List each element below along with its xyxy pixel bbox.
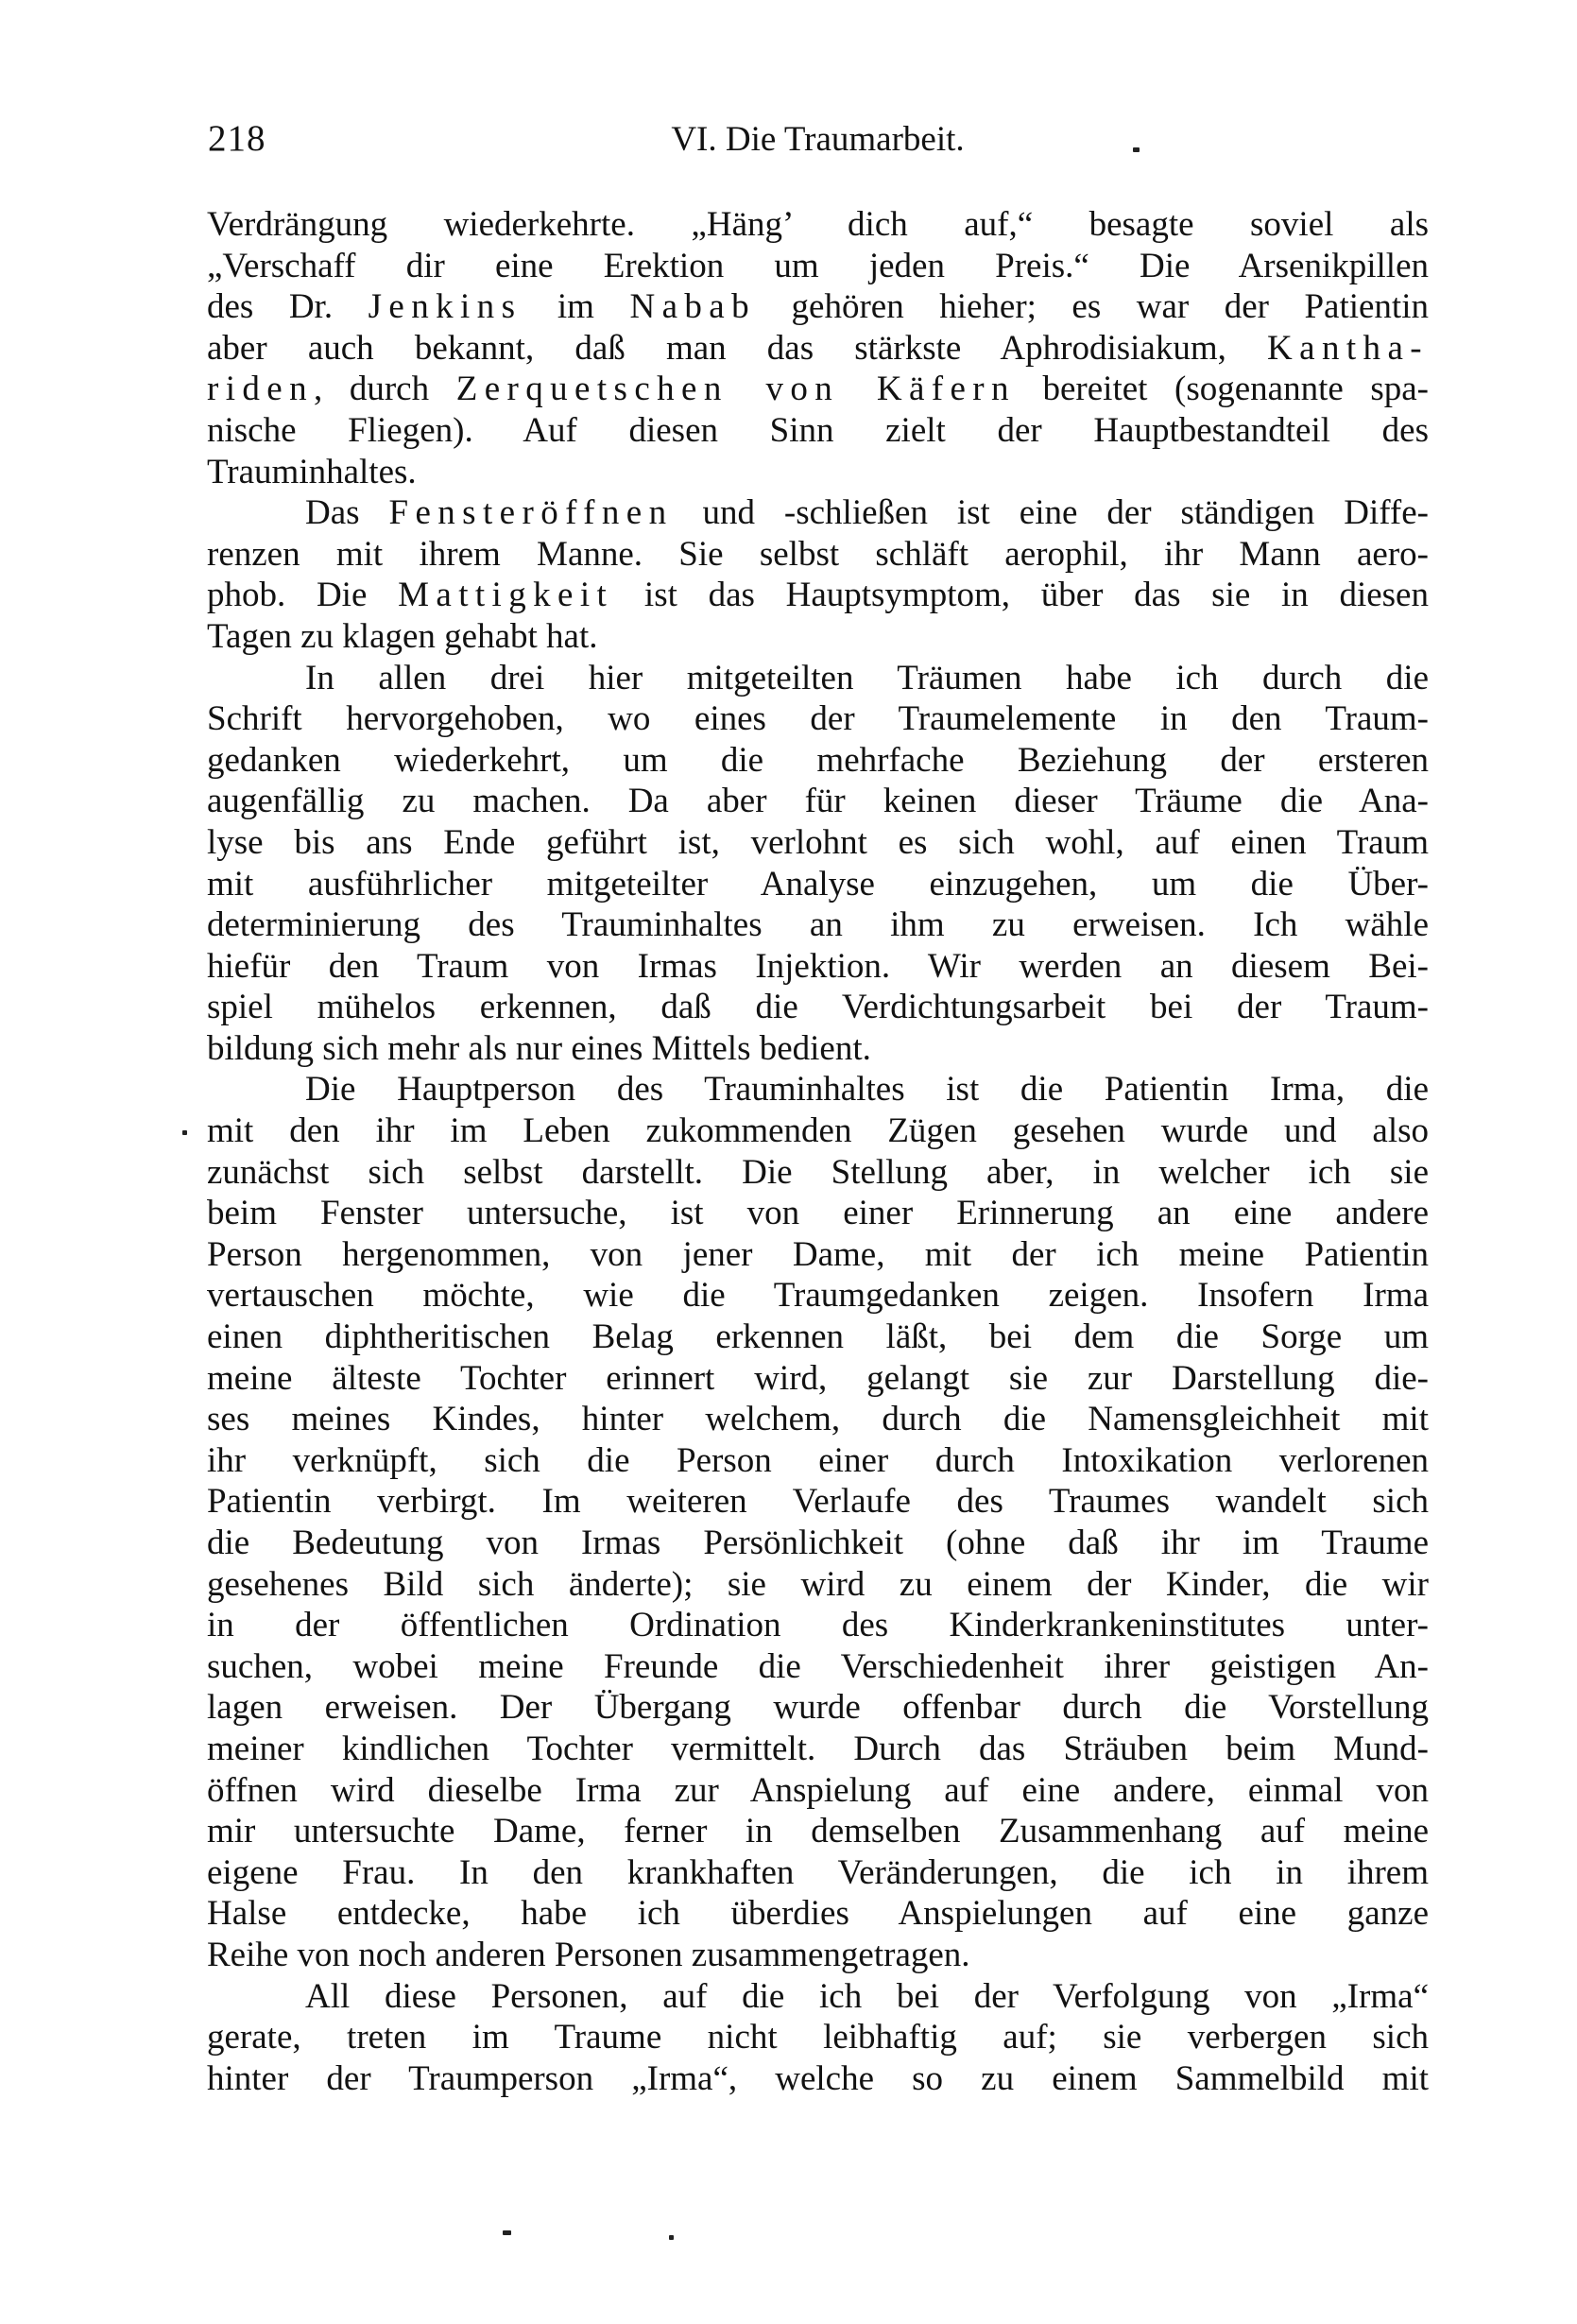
text-line — [207, 1317, 1429, 1358]
text-line — [207, 1646, 1429, 1688]
text-line — [207, 204, 1429, 246]
text-line — [207, 1028, 1429, 1070]
text-segment: ist das Hauptsymptom, über das sie in diesen — [613, 576, 1429, 615]
text-line — [207, 1605, 1429, 1646]
text-line — [207, 1275, 1429, 1317]
text-line — [207, 492, 1429, 534]
text-segment: aber auch bekannt, daß man das stärkste Aphrodisiakum, — [207, 328, 1268, 368]
text-line — [207, 616, 1429, 658]
scan-speck — [1133, 147, 1140, 152]
scan-speck — [503, 2230, 511, 2235]
text-segment: In allen drei hier mitgeteilten Träumen habe ich durch die — [305, 658, 1429, 697]
text-line — [207, 246, 1429, 287]
text-line — [207, 286, 1429, 328]
text-line — [207, 1687, 1429, 1729]
text-segment: bereitet (sogenannte spa- — [1015, 370, 1429, 409]
text-line — [207, 1523, 1429, 1564]
text-segment: einen diphtheritischen Belag erkennen läßt, bei dem die Sorge um — [207, 1317, 1429, 1357]
body-text — [207, 204, 1429, 2099]
text-line — [207, 1110, 1429, 1152]
text-segment: eigene Frau. In den krankhaften Veränderungen, die ich in ihrem — [207, 1852, 1429, 1892]
text-line — [207, 1193, 1429, 1234]
text-segment: die Bedeutung von Irmas Persönlichkeit (ohne daß ihr im Traume — [207, 1524, 1429, 1562]
text-line — [207, 2058, 1429, 2100]
text-line — [207, 1852, 1429, 1894]
text-line — [207, 740, 1429, 782]
text-line — [207, 1811, 1429, 1852]
text-line — [207, 328, 1429, 370]
text-segment: ihr verknüpft, sich die Person einer durch Intoxikation verlorenen — [207, 1440, 1429, 1480]
text-segment: gedanken wiederkehrt, um die mehrfache Beziehung der ersteren — [207, 740, 1429, 780]
text-line — [207, 822, 1429, 864]
text-segment: Halse entdecke, habe ich überdies Anspielungen auf eine ganze — [207, 1894, 1429, 1934]
text-segment: zunächst sich selbst darstellt. Die Stellung aber, in welcher ich sie — [207, 1152, 1429, 1192]
text-line — [207, 1976, 1429, 2018]
text-line — [207, 575, 1429, 616]
text-line — [207, 1069, 1429, 1110]
text-segment: suchen, wobei meine Freunde die Verschiedenheit ihrer geistigen An- — [207, 1646, 1429, 1686]
emphasized-word: Jenkins — [368, 287, 523, 327]
emphasized-word: Kantha- — [1267, 328, 1429, 368]
emphasized-word: Nabab — [629, 287, 757, 327]
text-line — [207, 410, 1429, 452]
emphasized-word: Fensteröffnen — [388, 493, 674, 533]
text-segment: , durch — [314, 370, 456, 409]
text-segment: gerate, treten im Traume nicht leibhaftig auf; sie verbergen sich — [207, 2018, 1429, 2057]
text-line — [207, 1935, 1429, 1976]
scan-speck — [182, 1130, 187, 1135]
text-line — [207, 369, 1429, 410]
emphasized-word: riden — [207, 370, 315, 409]
text-line — [207, 452, 1429, 493]
text-segment: ses meines Kindes, hinter welchem, durch die Namensgleichheit mit — [207, 1400, 1429, 1439]
text-line — [207, 1729, 1429, 1770]
text-line — [207, 1399, 1429, 1440]
text-line — [207, 1440, 1429, 1482]
text-segment: All diese Personen, auf die ich bei der Verfolgung von „Irma“ — [305, 1976, 1429, 2016]
text-segment: lagen erweisen. Der Übergang wurde offenbar durch die Vorstellung — [207, 1688, 1429, 1728]
text-segment: hinter der Traumperson „Irma“, welche so zu einem Sammelbild mit — [207, 2058, 1429, 2098]
text-segment: mit ausführlicher mitgeteilter Analyse einzugehen, um die Über- — [207, 864, 1429, 904]
text-segment: in der öffentlichen Ordination des Kinderkrankeninstitutes unter- — [207, 1606, 1429, 1645]
text-segment: spiel mühelos erkennen, daß die Verdichtungsarbeit bei der Traum- — [207, 988, 1429, 1027]
text-line — [207, 1893, 1429, 1935]
text-segment: hiefür den Traum von Irmas Injektion. Wir werden an diesem Bei- — [207, 946, 1429, 986]
text-segment: mir untersuchte Dame, ferner in demselben Zusammenhang auf meine — [207, 1812, 1429, 1851]
text-line — [207, 1152, 1429, 1194]
text-line — [207, 658, 1429, 699]
emphasized-word: Zerquetschen von Käfern — [455, 370, 1016, 409]
text-segment: Trauminhaltes. — [207, 452, 417, 491]
text-line — [207, 534, 1429, 576]
text-segment: Reihe von noch anderen Personen zusammengetragen. — [207, 1935, 970, 1974]
text-line — [207, 698, 1429, 740]
text-segment: Tagen zu klagen gehabt hat. — [207, 616, 598, 656]
text-line — [207, 1481, 1429, 1523]
text-line — [207, 1234, 1429, 1276]
scan-speck — [669, 2235, 674, 2240]
text-segment: nische Fliegen). Auf diesen Sinn zielt der Hauptbestandteil des — [207, 410, 1429, 450]
text-line — [207, 2017, 1429, 2058]
text-segment: Die Hauptperson des Trauminhaltes ist die Patientin Irma, die — [305, 1070, 1429, 1110]
page-number: 218 — [208, 118, 266, 159]
text-line — [207, 904, 1429, 946]
text-segment: des Dr. — [207, 287, 369, 327]
text-segment: Patientin verbirgt. Im weiteren Verlaufe des Traumes wandelt sich — [207, 1482, 1429, 1522]
emphasized-word: Mattigkeit — [398, 576, 614, 615]
text-segment: mit den ihr im Leben zukommenden Zügen gesehen wurde und also — [207, 1111, 1429, 1151]
text-segment: Das — [305, 493, 389, 533]
text-segment: Schrift hervorgehoben, wo eines der Traumelemente in den Traum- — [207, 699, 1429, 739]
text-segment: meine älteste Tochter erinnert wird, gelangt sie zur Darstellung die- — [207, 1358, 1429, 1398]
text-segment: „Verschaff dir eine Erektion um jeden Preis.“ Die Arsenikpillen — [207, 246, 1429, 285]
text-line — [207, 1564, 1429, 1606]
text-segment: vertauschen möchte, wie die Traumgedanken zeigen. Insofern Irma — [207, 1276, 1429, 1316]
text-line — [207, 987, 1429, 1028]
running-header-title: VI. Die Traumarbeit. — [671, 120, 965, 159]
text-segment: gesehenes Bild sich änderte); sie wird zu einem der Kinder, die wir — [207, 1564, 1429, 1604]
text-segment: renzen mit ihrem Manne. Sie selbst schläft aerophil, ihr Mann aero- — [207, 534, 1429, 574]
text-segment: Verdrängung wiederkehrte. „Häng’ dich auf,“ besagte soviel als — [207, 205, 1429, 244]
text-segment: meiner kindlichen Tochter vermittelt. Durch das Sträuben beim Mund- — [207, 1729, 1429, 1768]
text-segment: beim Fenster untersuche, ist von einer Erinnerung an eine andere — [207, 1194, 1429, 1233]
text-segment: lyse bis ans Ende geführt ist, verlohnt es sich wohl, auf einen Traum — [207, 822, 1429, 862]
text-segment: und -schließen ist eine der ständigen Diffe- — [673, 493, 1429, 533]
text-segment: im — [522, 287, 630, 327]
text-line — [207, 781, 1429, 822]
text-line — [207, 1770, 1429, 1812]
text-segment: öffnen wird dieselbe Irma zur Anspielung auf eine andere, einmal von — [207, 1770, 1429, 1810]
text-segment: augenfällig zu machen. Da aber für keinen dieser Träume die Ana- — [207, 782, 1429, 821]
text-segment: bildung sich mehr als nur eines Mittels bedient. — [207, 1028, 871, 1068]
text-line — [207, 1358, 1429, 1400]
text-line — [207, 864, 1429, 905]
text-segment: determinierung des Trauminhaltes an ihm zu erweisen. Ich wähle — [207, 905, 1429, 945]
text-segment: phob. Die — [207, 576, 399, 615]
text-line — [207, 946, 1429, 988]
text-segment: gehören hieher; es war der Patientin — [756, 287, 1429, 327]
text-segment: Person hergenommen, von jener Dame, mit der ich meine Patientin — [207, 1234, 1429, 1274]
